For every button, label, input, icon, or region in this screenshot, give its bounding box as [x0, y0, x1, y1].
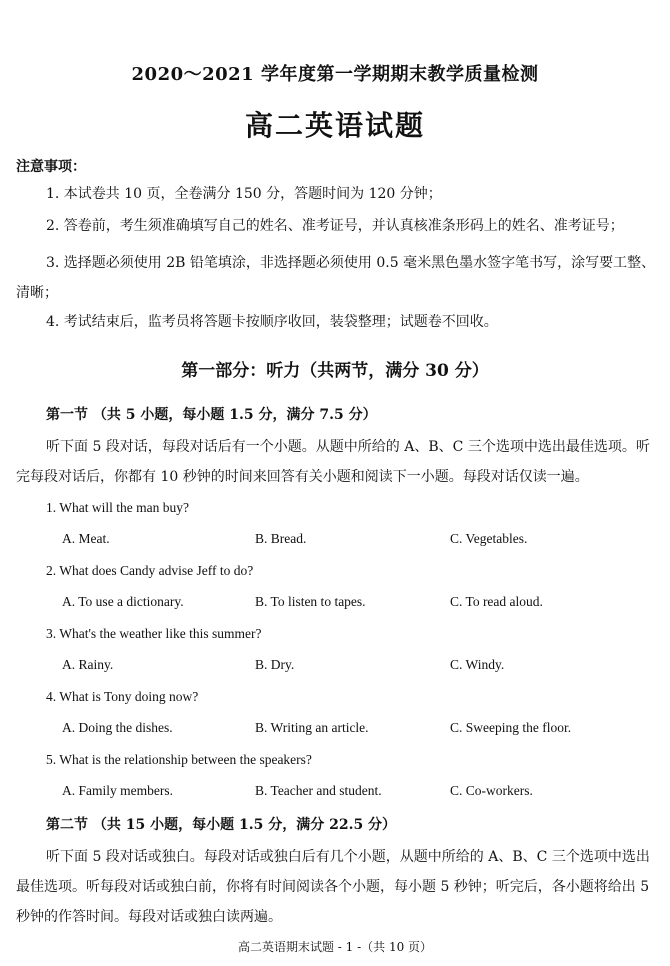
- notice-item-4: 4. 考试结束后，监考员将答题卡按顺序收回，装袋整理；试题卷不回收。: [46, 314, 498, 330]
- q3-option-a: A. Rainy.: [62, 657, 114, 672]
- question-5: 5. What is the relationship between the speakers?: [46, 752, 312, 767]
- q4-option-b: B. Writing an article.: [255, 720, 369, 735]
- question-1: 1. What will the man buy?: [46, 500, 189, 515]
- page-footer: 高二英语期末试题 - 1 -（共 10 页）: [237, 940, 433, 954]
- q5-option-b: B. Teacher and student.: [255, 783, 382, 798]
- question-4: 4. What is Tony doing now?: [46, 689, 199, 704]
- exam-title: 2020～2021 学年度第一学期期末教学质量检测: [131, 64, 539, 85]
- q3-option-c: C. Windy.: [450, 657, 505, 672]
- q1-option-a: A. Meat.: [62, 531, 110, 546]
- notice-item-1: 1. 本试卷共 10 页，全卷满分 150 分，答题时间为 120 分钟；: [46, 186, 442, 202]
- part1-title: 第一部分：听力（共两节，满分 30 分）: [181, 361, 489, 381]
- q3-option-b: B. Dry.: [255, 657, 295, 672]
- q4-option-a: A. Doing the dishes.: [62, 720, 173, 735]
- section2-instructions: 听下面 5 段对话或独白。每段对话或独白后有几个小题，从题中所给的 A、B、C 三个选项中选出最佳选项。听每段对话或独白前，你将有时间阅读各个小题，每小题 5 秒钟；听完后，各小题将给出 5 秒钟的作答时间。每段对话或独白读两遍。: [16, 849, 650, 925]
- q5-option-c: C. Co-workers.: [450, 783, 533, 798]
- notice-item-3: 3. 选择题必须使用 2B 铅笔填涂，非选择题必须使用 0.5 毫米黑色墨水签字笔书写，涂写要工整、清晰；: [16, 255, 656, 301]
- question-2: 2. What does Candy advise Jeff to do?: [46, 563, 254, 578]
- q4-option-c: C. Sweeping the floor.: [450, 720, 572, 735]
- q2-option-a: A. To use a dictionary.: [62, 594, 184, 609]
- section1-instructions: 听下面 5 段对话，每段对话后有一个小题。从题中所给的 A、B、C 三个选项中选出最佳选项。听完每段对话后，你都有 10 秒钟的时间来回答有关小题和阅读下一小题。每段对话仅读一遍。: [16, 439, 650, 485]
- subject-title: 高二英语试题: [244, 109, 425, 142]
- section1-title: 第一节 （共 5 小题，每小题 1.5 分，满分 7.5 分）: [46, 407, 377, 423]
- question-3: 3. What's the weather like this summer?: [46, 626, 262, 641]
- q1-option-b: B. Bread.: [255, 531, 307, 546]
- notice-item-2: 2. 答卷前，考生须准确填写自己的姓名、准考证号，并认真核准条形码上的姓名、准考证号；: [46, 218, 624, 234]
- section2-title: 第二节 （共 15 小题，每小题 1.5 分，满分 22.5 分）: [46, 817, 397, 833]
- q2-option-c: C. To read aloud.: [450, 594, 543, 609]
- q5-option-a: A. Family members.: [62, 783, 173, 798]
- notice-heading: 注意事项：: [16, 159, 86, 175]
- q1-option-c: C. Vegetables.: [450, 531, 528, 546]
- q2-option-b: B. To listen to tapes.: [255, 594, 366, 609]
